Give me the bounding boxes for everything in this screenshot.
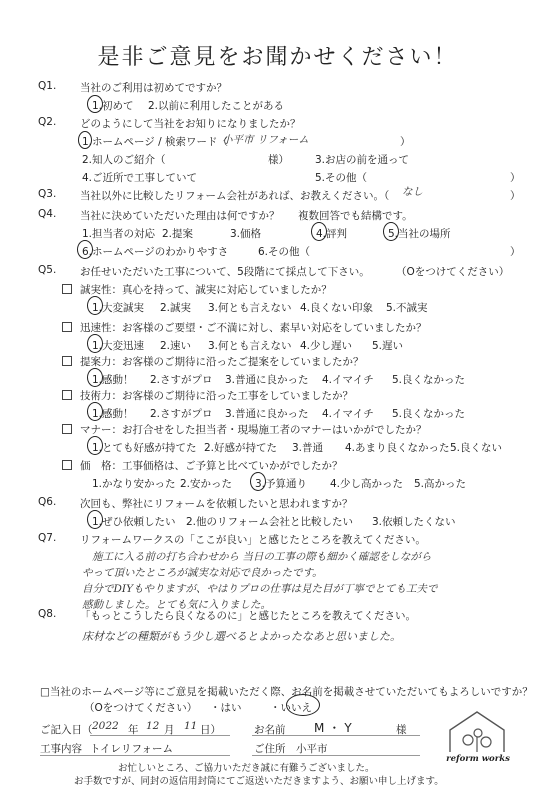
q5-option[interactable]: 5.遅い [372, 340, 404, 352]
q5-option[interactable]: 4.良くない印象 [300, 302, 374, 314]
q7-answer-line-3: 自分でDIYもやりますが、やはりプロの仕事は見た目が丁寧でとても工夫で [82, 583, 438, 595]
q6-option-3[interactable]: 3.依頼したくない [372, 516, 456, 528]
q5-option[interactable]: 5.高かった [414, 478, 467, 490]
q4-option-reputation[interactable]: 4.評判 [316, 228, 348, 240]
consent-question: □当社のホームページ等にご意見を掲載いただく際、お名前を掲載させていただいてもよろしいですか？ [40, 686, 533, 698]
q2-num: Q2. [38, 116, 57, 128]
paren-close: ） [510, 190, 521, 202]
q4-option-other[interactable]: 6.その他（ [258, 246, 311, 258]
q5-option[interactable]: 3.普通 [292, 442, 324, 454]
q5-option[interactable]: 1.感動！ [92, 374, 134, 386]
checkbox[interactable] [62, 356, 72, 366]
q8-answer: 床材などの種類がもう少し選べるとよかったなあと思いました。 [82, 630, 401, 643]
selection-circle [87, 436, 103, 455]
q6-option-1[interactable]: 1.ぜひ依頼したい [92, 516, 176, 528]
q1-text: 当社のご利用は初めてですか？ [80, 82, 227, 94]
q7-text: リフォームワークスの「ここが良い」と感じたところを教えてください。 [80, 534, 426, 546]
q5-option[interactable]: 2.誠実 [160, 302, 192, 314]
address-label: ご住所 [254, 743, 286, 755]
q5-option[interactable]: 1.かなり安かった [92, 478, 176, 490]
underline [90, 735, 230, 736]
q5-item-label: 迅速性：お客様のご要望・ご不満に対し、素早い対応をしていましたか？ [80, 322, 427, 334]
q4-option-location[interactable]: 5.当社の場所 [388, 228, 451, 240]
q7-answer-line-4: 感動しました。とても気に入りました。 [82, 599, 271, 611]
q5-option[interactable]: 2.さすがプロ [150, 374, 213, 386]
selection-circle [87, 368, 103, 387]
q5-option[interactable]: 4.少し高かった [330, 478, 404, 490]
reform-works-logo [444, 708, 510, 764]
paren-close: ） [510, 246, 521, 258]
q5-option[interactable]: 1.とても好感が持てた [92, 442, 197, 454]
q5-item-label: 誠実性：真心を持って、誠実に対応していましたか？ [80, 284, 332, 296]
q5-option[interactable]: 2.さすがプロ [150, 408, 213, 420]
date-year: 2022 [92, 720, 119, 732]
date-month: 12 [146, 720, 160, 732]
thanks-line-2: お手数ですが、同封の返信用封筒にてご返送いただきますよう、お願い申し上げます。 [74, 776, 444, 787]
q1-option-2[interactable]: 2.以前に利用したことがある [148, 100, 285, 112]
selection-circle [77, 240, 93, 259]
q2-text: どのようにして当社をお知りになりましたか？ [80, 118, 301, 130]
q5-option[interactable]: 3.何とも言えない [208, 340, 292, 352]
q4-num: Q4. [38, 208, 57, 220]
q5-num: Q5. [38, 264, 57, 276]
q2-intro-sama: 様） [268, 154, 289, 166]
q5-item-label: マナー：お打合せをした担当者・現場施工者のマナーはいかがでしたか？ [80, 424, 427, 436]
q5-option[interactable]: 2.速い [160, 340, 192, 352]
checkbox[interactable] [62, 390, 72, 400]
selection-circle [286, 694, 320, 716]
q6-text: 次回も、弊社にリフォームを依頼したいと思われますか？ [80, 498, 353, 510]
selection-circle [87, 402, 103, 421]
address-value: 小平市 [296, 743, 328, 755]
q2-option-other[interactable]: 5.その他（ [315, 172, 368, 184]
q6-option-2[interactable]: 2.他のリフォーム会社と比較したい [186, 516, 353, 528]
q5-note: （Oをつけてください） [396, 266, 510, 278]
consent-no[interactable]: ・いいえ [270, 702, 312, 714]
underline [40, 755, 230, 756]
q5-option[interactable]: 3.普通に良かった [225, 408, 309, 420]
underline [252, 755, 420, 756]
q4-option-homepage[interactable]: 6.ホームページのわかりやすさ [82, 246, 229, 258]
date-day: 11 [184, 720, 198, 732]
q5-item-label: 提案力：お客様のご期待に沿ったご提案をしていましたか？ [80, 356, 364, 368]
paren-close: ） [510, 172, 521, 184]
q8-num: Q8. [38, 608, 57, 620]
q5-option[interactable]: 5.良くなかった [392, 408, 466, 420]
q2-option-store[interactable]: 3.お店の前を通って [315, 154, 410, 166]
date-year-unit: 年 [128, 724, 139, 736]
q4-option-proposal[interactable]: 2.提案 [162, 228, 194, 240]
name-label: お名前 [254, 724, 286, 736]
logo-text: reform works [446, 754, 510, 764]
checkbox[interactable] [62, 322, 72, 332]
q5-option[interactable]: 5.良くなかった [392, 374, 466, 386]
q7-answer-line-2: やって頂いたところが誠実な対応で良かったです。 [82, 567, 323, 579]
work-value: トイレリフォーム [90, 743, 173, 755]
work-label: 工事内容 [40, 743, 82, 755]
paren-close: ） [400, 136, 411, 148]
q4-text: 当社に決めていただいた理由は何ですか？ [80, 210, 280, 222]
checkbox[interactable] [62, 460, 72, 470]
q3-answer: なし [402, 186, 423, 198]
q4-option-staff[interactable]: 1.担当者の対応 [82, 228, 156, 240]
q2-option-intro[interactable]: 2.知人のご紹介（ [82, 154, 166, 166]
page-title: 是非ご意見をお聞かせください！ [97, 45, 458, 70]
selection-circle [78, 131, 92, 149]
selection-circle [383, 222, 399, 241]
q5-option[interactable]: 4.イマイチ [322, 408, 374, 420]
q5-item-label: 技術力：お客様のご期待に沿った工事をしていましたか？ [80, 390, 353, 402]
q1-num: Q1. [38, 80, 57, 92]
q5-option[interactable]: 2.好感が持てた [204, 442, 278, 454]
q3-text: 当社以外に比較したリフォーム会社があれば、お教えください。（ [80, 190, 390, 202]
selection-circle [87, 95, 103, 113]
q4-option-price[interactable]: 3.価格 [230, 228, 262, 240]
selection-circle [311, 222, 327, 241]
consent-yes[interactable]: ・はい [210, 702, 242, 714]
q2-option-nearby[interactable]: 4.ご近所で工事していて [82, 172, 198, 184]
checkbox[interactable] [62, 424, 72, 434]
q5-option[interactable]: 4.イマイチ [322, 374, 374, 386]
q5-option[interactable]: 5.良くない [450, 442, 503, 454]
selection-circle [87, 296, 103, 315]
q5-option[interactable]: 4.少し遅い [300, 340, 353, 352]
date-label: ご記入日（ [40, 724, 93, 736]
q5-option[interactable]: 1.大変誠実 [92, 302, 145, 314]
q7-num: Q7. [38, 532, 57, 544]
selection-circle [87, 334, 103, 353]
q5-option[interactable]: 3.普通に良かった [225, 374, 309, 386]
q5-option[interactable]: 5.不誠実 [386, 302, 428, 314]
q5-option[interactable]: 4.あまり良くなかった [345, 442, 450, 454]
selection-circle [250, 472, 266, 491]
q4-note: 複数回答でも結構です。 [298, 210, 413, 222]
checkbox[interactable] [62, 284, 72, 294]
q5-option[interactable]: 1.感動！ [92, 408, 134, 420]
selection-circle [87, 510, 103, 529]
q8-text: 「もっとこうしたら良くなるのに」と感じたところを教えてください。 [80, 610, 416, 622]
consent-note: （Oをつけてください） [84, 702, 198, 714]
q1-option-1[interactable]: 1.初めて [92, 100, 134, 112]
name-value: M・Y [314, 721, 356, 735]
date-month-unit: 月 [164, 724, 175, 736]
q3-num: Q3. [38, 188, 57, 200]
q5-option[interactable]: 3.何とも言えない [208, 302, 292, 314]
thanks-line-1: お忙しいところ、ご協力いただき誠に有難うございました。 [118, 763, 375, 774]
q5-option[interactable]: 2.安かった [180, 478, 233, 490]
q2-homepage-answer: 小平市 リフォーム [222, 134, 309, 146]
q7-answer-line-1: 施工に入る前の打ち合わせから 当日の工事の際も細かく確認をしながら [92, 551, 432, 563]
q2-option-homepage[interactable]: 1.ホームページ / 検索ワード（ [82, 136, 229, 148]
q5-option[interactable]: 1.大変迅速 [92, 340, 145, 352]
q6-num: Q6. [38, 496, 57, 508]
q5-item-label: 価 格：工事価格は、ご予算と比べていかがでしたか？ [80, 460, 343, 472]
date-day-unit: 日） [200, 724, 221, 736]
house-icon [444, 708, 510, 756]
underline [252, 735, 420, 736]
q5-option[interactable]: 3.予算通り [255, 478, 308, 490]
q5-text: お任せいただいた工事について、5段階にて採点して下さい。 [80, 266, 370, 278]
name-suffix: 様 [396, 724, 407, 736]
